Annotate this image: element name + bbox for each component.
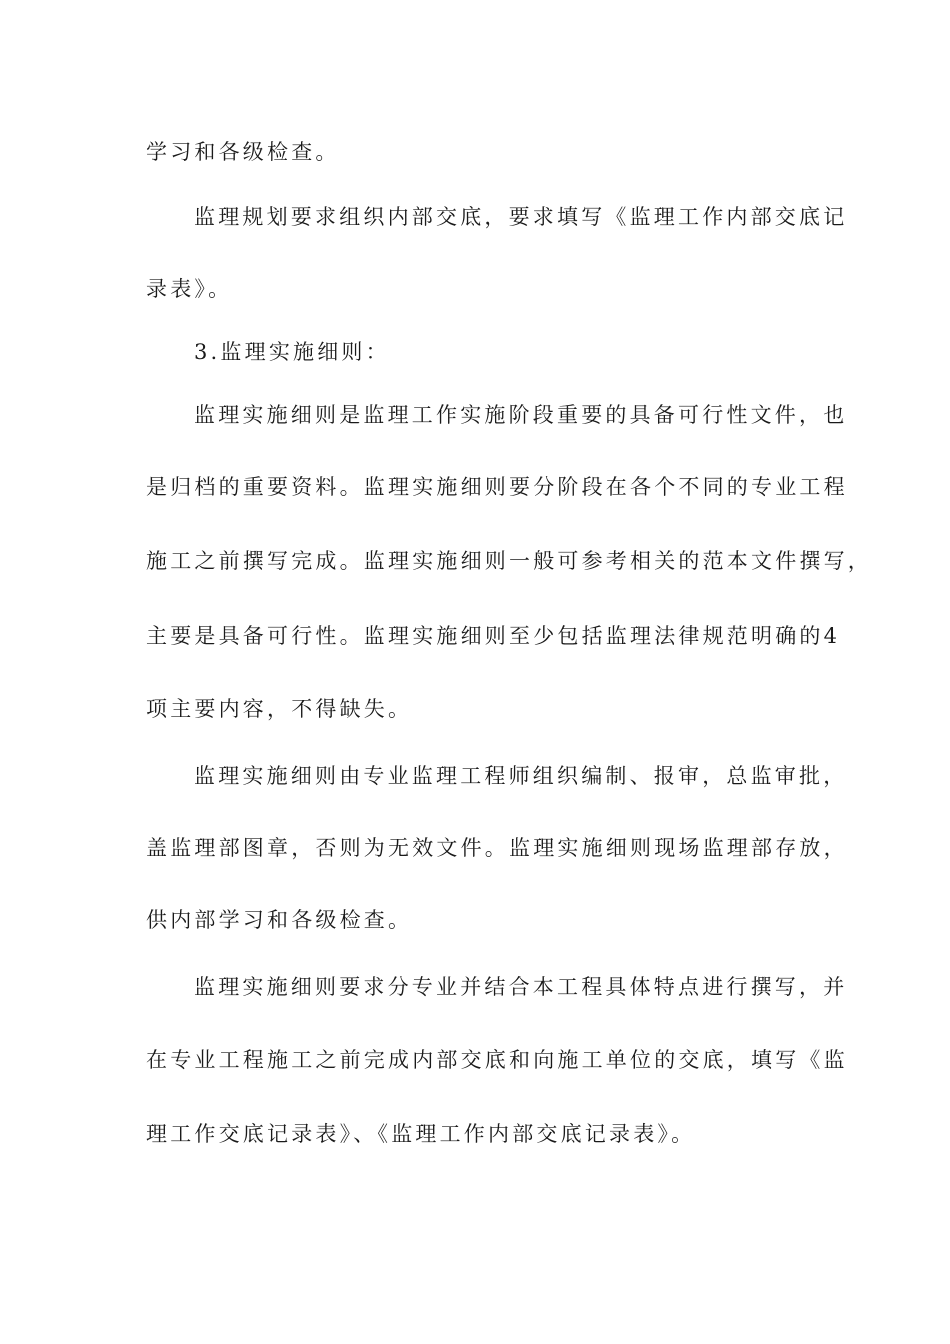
paragraph-line: 主要是具备可行性。监理实施细则至少包括监理法律规范明确的4 [146,624,841,648]
paragraph-line: 监理实施细则由专业监理工程师组织编制、报审，总监审批， [194,764,848,788]
paragraph-line: 录表》。 [146,277,233,301]
paragraph-line: 项主要内容，不得缺失。 [146,697,413,721]
paragraph-line: 供内部学习和各级检查。 [146,908,413,932]
section-heading: 3.监理实施细则： [194,340,390,364]
paragraph-line: 监理规划要求组织内部交底，要求填写《监理工作内部交底记 [194,205,848,229]
paragraph-line: 学习和各级检查。 [146,140,340,164]
paragraph-line: 监理实施细则要求分专业并结合本工程具体特点进行撰写，并 [194,975,848,999]
paragraph-line: 理工作交底记录表》、《监理工作内部交底记录表》。 [146,1122,696,1146]
paragraph-line: 施工之前撰写完成。监理实施细则一般可参考相关的范本文件撰写， [146,549,872,573]
paragraph-line: 在专业工程施工之前完成内部交底和向施工单位的交底，填写《监 [146,1048,848,1072]
paragraph-line: 是归档的重要资料。监理实施细则要分阶段在各个不同的专业工程 [146,475,848,499]
paragraph-line: 监理实施细则是监理工作实施阶段重要的具备可行性文件，也 [194,403,848,427]
paragraph-line: 盖监理部图章，否则为无效文件。监理实施细则现场监理部存放， [146,836,848,860]
